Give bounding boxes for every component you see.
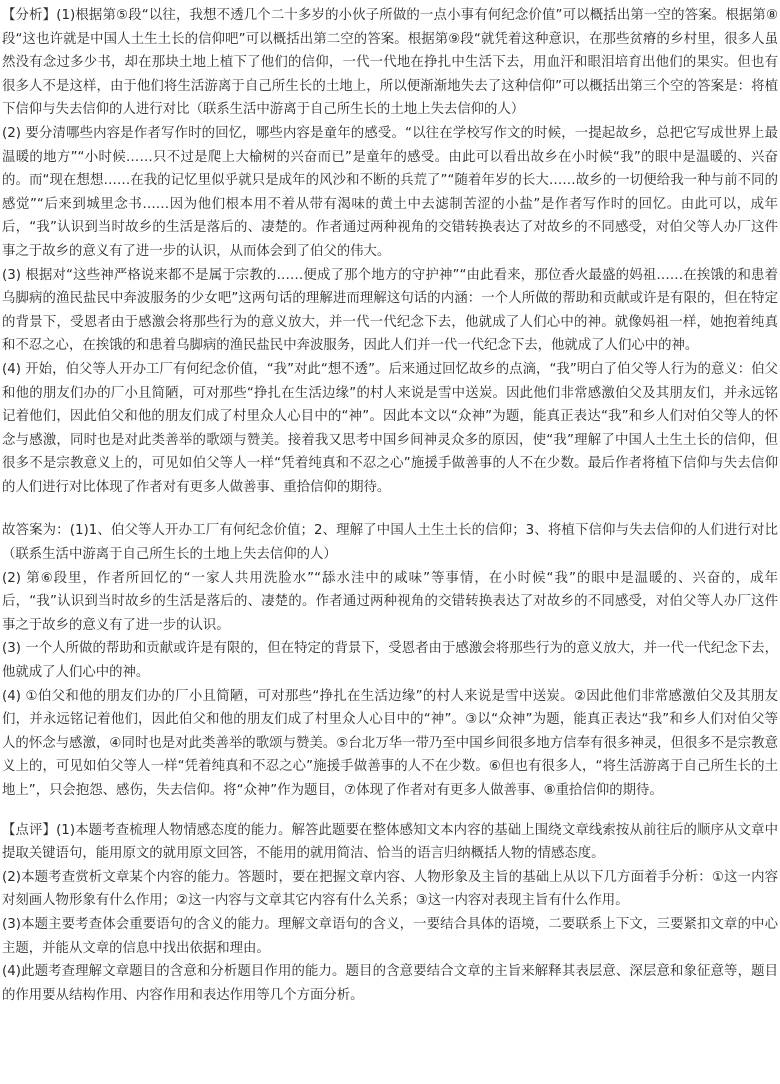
analysis-paragraph-4: (4) 开始，伯父等人开办工厂有何纪念价值，“我”对此“想不透”。后来通过回忆故乡的点滴，“我”明白了伯父等人行为的意义：伯父和他的朋友们办的厂小且简陋，可对那些“挣扎在生活边缘”的村人来说是雪中送炭。因此他们非常感激伯父及其朋友们，并永远铭记着他们，因此伯父和他的朋友们成了村里众人心目中的“神”。因此本文以“众神”为题，能真正表达“我”和乡人们对伯父等人的怀念与感激，同时也是对此类善举的歌颂与赞美。接着我又思考中国乡间神灵众多的原因，使“我”理解了中国人土生土长的信仰，但很多不是宗教意义上的，可见如伯父等人一样“凭着纯真和不忍之心”施援手做善事的人不在少数。最后作者将植下信仰与失去信仰的人们进行对比体现了作者对有更多人做善事、重拾信仰的期待。 — [2, 361, 778, 495]
comment-paragraph-3: (3)本题主要考查体会重要语句的含义的能力。理解文章语句的含义，一要结合具体的语境，二要联系上下文，三要紧扣文章的中心主题，并能从文章的信息中找出依据和理由。 — [2, 916, 778, 956]
analysis-section — [2, 4, 778, 499]
answer-section — [2, 519, 778, 802]
analysis-paragraph-2: (2) 要分清哪些内容是作者写作时的回忆，哪些内容是童年的感受。“以往在学校写作文的时候，一提起故乡，总把它写成世界上最温暖的地方”“小时候……只不过是爬上大榆树的兴奋而已”是童年的感受。由此可以看出故乡在小时候“我”的眼中是温暖的、兴奋的。而“现在想想……在我的记忆里似乎就只是成年的风沙和不断的兵荒了”“随着年岁的长大……故乡的一切便给我一种与前不同的感觉”“后来到城里念书……因为他们根本用不着从带有渴味的黄土中去滤制苦涩的小盐”是作者写作时的回忆。由此可以，成年后，“我”认识到当时故乡的生活是落后的、凄楚的。作者通过两种视角的交错转换表达了对故乡的不同感受，对伯父等人办厂这件事之于故乡的意义有了进一步的认识，从而体会到了伯父的伟大。 — [2, 125, 778, 259]
answer-paragraph-1: 故答案为：(1)1、伯父等人开办工厂有何纪念价值；2、理解了中国人土生土长的信仰；3、将植下信仰与失去信仰的人们进行对比（联系生活中游离于自己所生长的土地上失去信仰的人） — [2, 523, 778, 563]
analysis-paragraph-1: 【分析】(1)根据第⑤段“以往，我想不透几个二十多岁的小伙子所做的一点小事有何纪念价值”可以概括出第一空的答案。根据第⑧段“这也许就是中国人土生土长的信仰吧”可以概括出第二空的答案。根据第⑨段“就凭着这种意识，在那些贫瘠的乡村里，很多人虽然没有念过多少书，却在那块土地上植下了他们的信仰，一代一代地在挣扎中生活下去，用血汗和眼泪培育出他们的果实。但也有很多人不是这样，由于他们将生活游离于自己所生长的土地上，所以便渐渐地失去了这种信仰”可以概括出第三个空的答案是：将植下信仰与失去信仰的人进行对比（联系生活中游离于自己所生长的土地上失去信仰的人） — [2, 8, 778, 118]
answer-paragraph-3: (3) 一个人所做的帮助和贡献或许是有限的，但在特定的背景下，受恩者由于感激会将那些行为的意义放大，并一代一代纪念下去，他就成了人们心中的神。 — [2, 641, 778, 681]
comment-section — [2, 819, 778, 1008]
comment-paragraph-4: (4)此题考查理解文章题目的含意和分析题目作用的能力。题目的含意要结合文章的主旨来解释其表层意、深层意和象征意等，题目的作用要从结构作用、内容作用和表达作用等几个方面分析。 — [2, 964, 778, 1003]
analysis-paragraph-3: (3) 根据对“这些神严格说来都不是属于宗教的……便成了那个地方的守护神”“由此看来，那位香火最盛的妈祖……在挨饿的和患着乌脚病的渔民盐民中奔波服务的少女吧”这两句话的理解进而理解这句话的内涵：一个人所做的帮助和贡献或许是有限的，但在特定的背景下，受恩者由于感激会将那些行为的意义放大，并一代一代纪念下去，他就成了人们心中的神。就像妈祖一样，她抱着纯真和不忍之心，在挨饿的和患着乌脚病的渔民盐民中奔波服务，因此人们并一代一代纪念下去，他就成了人们心中的神。 — [2, 267, 778, 354]
comment-paragraph-2: (2)本题考查赏析文章某个内容的能力。答题时，要在把握文章内容、人物形象及主旨的基础上从以下几方面着手分析：①这一内容对刻画人物形象有什么作用；②这一内容与文章其它内容有什么关系；③这一内容对表现主旨有什么作用。 — [2, 869, 778, 909]
answer-paragraph-2: (2) 第⑥段里，作者所回忆的“一家人共用洗脸水”“舔水洼中的咸味”等事情，在小时候“我”的眼中是温暖的、兴奋的，成年后，“我”认识到当时故乡的生活是落后的、凄楚的。作者通过两种视角的交错转换表达了对故乡的不同感受，对伯父等人办厂这件事之于故乡的意义有了进一步的认识。 — [2, 570, 778, 633]
answer-paragraph-4: (4) ①伯父和他的朋友们办的厂小且简陋，可对那些“挣扎在生活边缘”的村人来说是雪中送炭。②因此他们非常感激伯父及其朋友们，并永远铭记着他们，因此伯父和他的朋友们成了村里众人心目中的“神”。③以“众神”为题，能真正表达“我”和乡人们对伯父等人的怀念与感激，④同时也是对此类善举的歌颂与赞美。⑤台北万华一带乃至中国乡间很多地方信奉有很多神灵，但很多不是宗教意义上的，可见如伯父等人一样“凭着纯真和不忍之心”施援手做善事的人不在少数。⑥但也有很多人，“将生活游离于自己所生长的土地上”，只会抱怨、感伤，失去信仰。将“众神”作为题目，⑦体现了作者对有更多人做善事、⑧重拾信仰的期待。 — [2, 688, 778, 798]
comment-paragraph-1: 【点评】(1)本题考查梳理人物情感态度的能力。解答此题要在整体感知文本内容的基础上围绕文章线索按从前往后的顺序从文章中提取关键语句，能用原文的就用原文回答，不能用的就用简洁、恰当的语言归纳概括人物的情感态度。 — [2, 822, 778, 862]
